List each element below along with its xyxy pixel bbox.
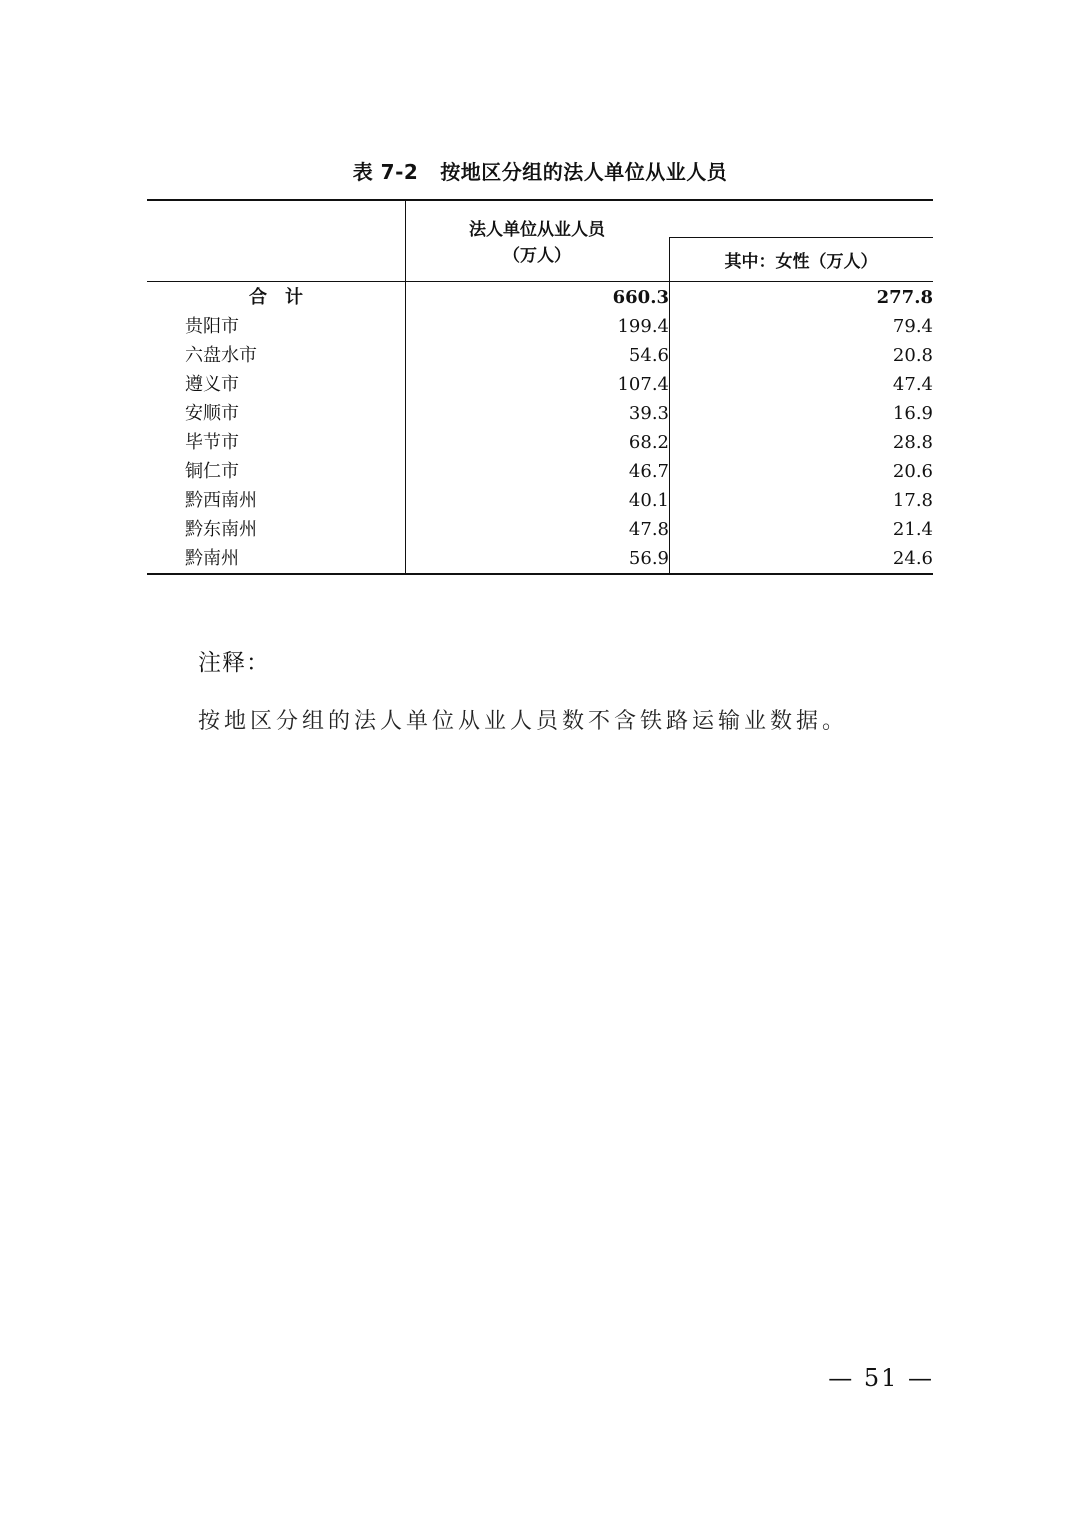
female-cell: 277.8: [876, 287, 933, 308]
note-heading: 注释：: [198, 650, 270, 676]
table-title-text: 按地区分组的法人单位从业人员: [440, 160, 728, 184]
female-cell: 28.8: [892, 432, 933, 453]
region-cell: 安顺市: [185, 403, 239, 424]
persons-cell: 54.6: [628, 345, 669, 366]
table-row: [147, 399, 933, 428]
persons-cell: 107.4: [617, 374, 669, 395]
female-cell: 79.4: [892, 316, 933, 337]
region-cell: 贵阳市: [185, 316, 239, 337]
table-header-rule: [147, 281, 933, 282]
table-bottom-rule: [147, 573, 933, 575]
region-cell: 毕节市: [185, 432, 239, 453]
note-text: 按地区分组的法人单位从业人员数不含铁路运输业数据。: [198, 709, 849, 734]
region-cell: 合计: [249, 287, 321, 308]
header-female: 其中：女性（万人）: [724, 252, 878, 272]
female-cell: 20.6: [892, 461, 933, 482]
female-cell: 47.4: [892, 374, 933, 395]
female-cell: 24.6: [892, 548, 933, 569]
table-row: [147, 312, 933, 341]
header-persons: [405, 217, 669, 269]
table-top-rule: [147, 199, 933, 201]
region-cell: 六盘水市: [185, 345, 257, 366]
persons-cell: 660.3: [612, 287, 669, 308]
table-row: [147, 341, 933, 370]
table-number: 表 7-2: [352, 160, 419, 184]
region-cell: 黔东南州: [185, 519, 257, 540]
female-cell: 20.8: [892, 345, 933, 366]
region-cell: 遵义市: [185, 374, 239, 395]
female-cell: 16.9: [892, 403, 933, 424]
header-persons-line1: 法人单位从业人员: [469, 220, 605, 240]
female-cell: 21.4: [892, 519, 933, 540]
table-row: [147, 515, 933, 544]
table-row: [147, 370, 933, 399]
persons-cell: 56.9: [628, 548, 669, 569]
table-title: [0, 156, 1080, 185]
table-row: [147, 457, 933, 486]
persons-cell: 68.2: [628, 432, 669, 453]
female-cell: 17.8: [892, 490, 933, 511]
table-row-total: [147, 283, 933, 312]
table-row: [147, 486, 933, 515]
table-row: [147, 544, 933, 573]
persons-cell: 39.3: [628, 403, 669, 424]
subheader-rule: [669, 237, 933, 238]
region-cell: 黔西南州: [185, 490, 257, 511]
persons-cell: 199.4: [617, 316, 669, 337]
region-cell: 黔南州: [185, 548, 239, 569]
page-number: — 51 —: [828, 1364, 934, 1392]
persons-cell: 47.8: [628, 519, 669, 540]
persons-cell: 46.7: [628, 461, 669, 482]
persons-cell: 40.1: [628, 490, 669, 511]
region-cell: 铜仁市: [185, 461, 239, 482]
header-persons-line2: （万人）: [503, 246, 571, 266]
table-row: [147, 428, 933, 457]
